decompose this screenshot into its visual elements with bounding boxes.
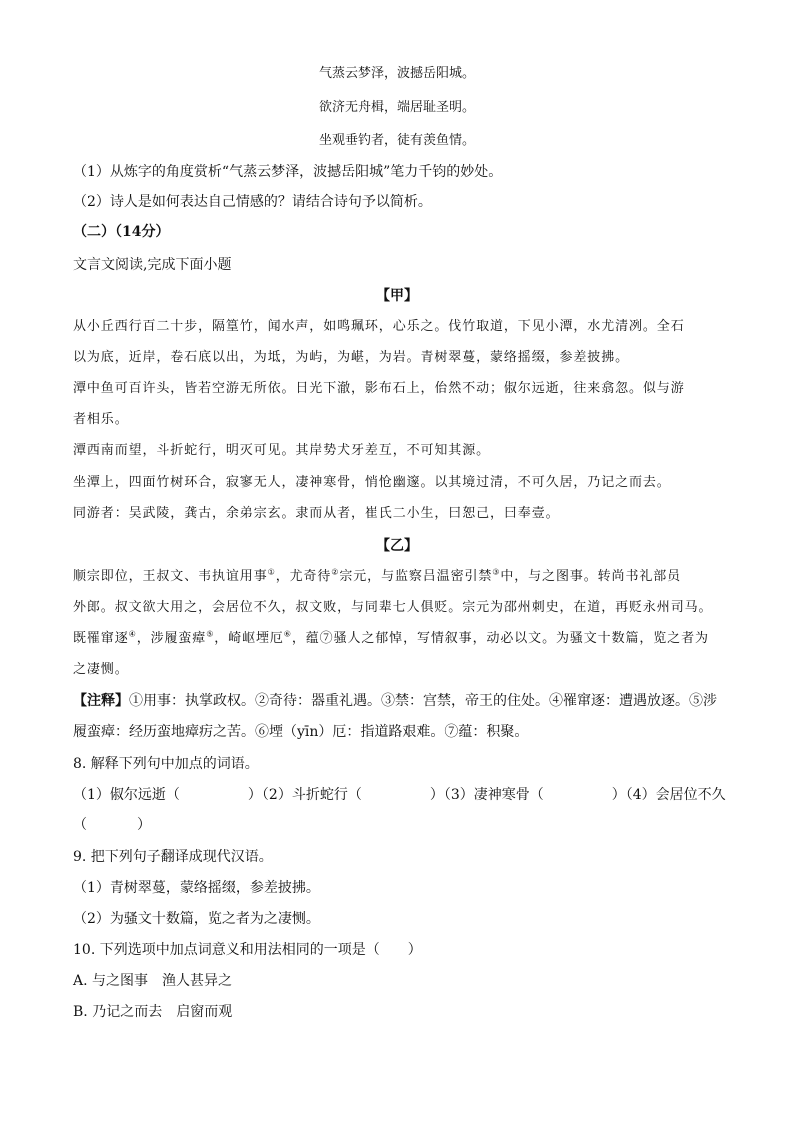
annotation-line: 【注释】①用事：执掌政权。②奇待：器重礼遇。③禁：宫禁，帝王的住处。④罹窜逐：遭遇放逐。⑤涉 <box>73 693 717 709</box>
section-instruction: 文言文阅读,完成下面小题 <box>73 257 232 273</box>
question-9-title: 9. 把下列句子翻译成现代汉语。 <box>73 849 273 865</box>
question-8-items: （1）俶尔远逝（ ）（2）斗折蛇行（ ）（3）凄神寒骨（ ）（4）会居位不久 <box>73 787 726 803</box>
passage-line: 既罹窜逐④，涉履蛮瘴⑤，崎岖堙厄⑥，蕴⑦骚人之郁悼，写情叙事，动必以文。为骚文十数篇，览之者为 <box>73 629 709 646</box>
annotation-line: 履蛮瘴：经历蛮地瘴疠之苦。⑥堙（yīn）厄：指道路艰难。⑦蕴：积聚。 <box>73 724 529 740</box>
footnote-marker: ② <box>331 567 340 577</box>
poem-line: 欲济无舟楫，端居耻圣明。 <box>318 100 475 115</box>
passage-line: 以为底，近岸，卷石底以出，为坻，为屿，为嵁，为岩。青树翠蔓，蒙络摇缀，参差披拂。 <box>73 350 630 365</box>
question-10-option: A. 与之图事 渔人甚异之 <box>73 973 233 989</box>
passage-line: 从小丘西行百二十步，隔篁竹，闻水声，如鸣珮环，心乐之。伐竹取道，下见小潭，水尤清冽。全石 <box>73 319 685 334</box>
question-10-title: 10. 下列选项中加点词意义和用法相同的一项是（ ） <box>73 942 422 958</box>
passage-line: 潭西南而望，斗折蛇行，明灭可见。其岸势犬牙差互，不可知其源。 <box>73 443 491 458</box>
question-9-item: （1）青树翠蔓，蒙络摇缀，参差披拂。 <box>73 880 320 896</box>
passage-line: 潭中鱼可百许头，皆若空游无所依。日光下澈，影布石上，佁然不动；俶尔远逝，往来翕忽。似与游 <box>73 381 685 396</box>
question-8-tail: （ ） <box>73 817 151 833</box>
footnote-marker: ④ <box>128 629 137 639</box>
footnote-marker: ⑥ <box>283 629 292 639</box>
poem-line: 坐观垂钓者，徒有羡鱼情。 <box>318 133 475 148</box>
footnote-marker: ⑤ <box>206 629 215 639</box>
question-10-option: B. 乃记之而去 启窗而观 <box>73 1004 233 1020</box>
footnote-marker: ① <box>267 567 276 577</box>
question-9-item: （2）为骚文十数篇，览之者为之凄恻。 <box>73 911 320 927</box>
footnote-marker: ③ <box>492 567 501 577</box>
passage-line: 坐潭上，四面竹树环合，寂寥无人，凄神寒骨，悄怆幽邃。以其境过清，不可久居，乃记之而去。 <box>73 475 671 490</box>
passage-line: 者相乐。 <box>73 412 129 427</box>
annotation-label: 【注释】 <box>73 693 129 709</box>
passage-jia-label: 【甲】 <box>376 288 418 304</box>
passage-line: 同游者：吴武陵，龚古，余弟宗玄。隶而从者，崔氏二小生，曰恕己，曰奉壹。 <box>73 506 560 521</box>
passage-line: 顺宗即位，王叔文、韦执谊用事①，尤奇待②宗元，与监察吕温密引禁③中，与之图事。转尚书礼部员 <box>73 567 682 584</box>
question-8-title: 8. 解释下列句中加点的词语。 <box>73 756 259 772</box>
poem-question: （2）诗人是如何表达自己情感的？请结合诗句予以简析。 <box>73 194 432 210</box>
section-heading: （二）（14分） <box>73 224 170 240</box>
passage-line: 之凄恻。 <box>73 662 129 677</box>
passage-line: 外郎。叔文欲大用之，会居位不久，叔文败，与同辈七人俱贬。宗元为邵州刺史，在道，再贬永州司马。 <box>73 600 713 615</box>
poem-line: 气蒸云梦泽，波撼岳阳城。 <box>318 66 475 81</box>
poem-question: （1）从炼字的角度赏析“气蒸云梦泽，波撼岳阳城”笔力千钧的妙处。 <box>73 164 503 180</box>
passage-yi-label: 【乙】 <box>376 538 418 554</box>
